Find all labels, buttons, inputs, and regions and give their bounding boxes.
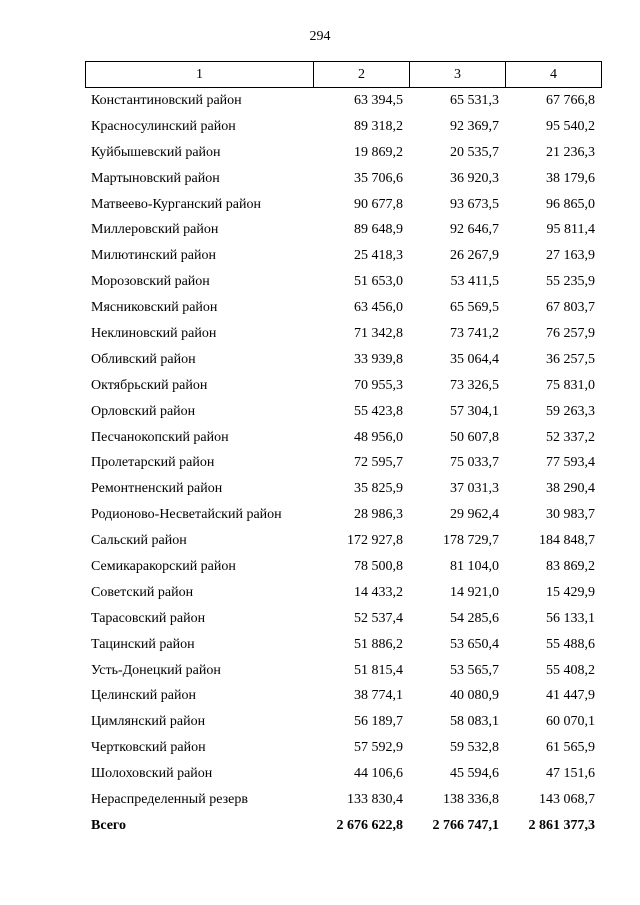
column-header-2: 2 (314, 62, 410, 88)
value-col-2: 133 830,4 (347, 792, 403, 808)
page-number: 294 (309, 29, 331, 44)
table-row (0, 762, 640, 788)
value-col-3: 53 411,5 (450, 274, 499, 290)
value-col-4: 76 257,9 (546, 326, 595, 342)
value-col-3: 54 285,6 (450, 610, 499, 626)
value-col-2: 52 537,4 (354, 610, 403, 626)
district-name: Куйбышевский район (91, 144, 221, 160)
value-col-3: 26 267,9 (450, 248, 499, 264)
table-row (0, 348, 640, 374)
district-name: Ремонтненский район (91, 481, 223, 497)
value-col-3: 58 083,1 (450, 714, 499, 730)
value-col-2: 78 500,8 (354, 559, 403, 575)
value-col-4: 56 133,1 (546, 610, 595, 626)
table-row (0, 710, 640, 736)
district-name: Милютинский район (91, 248, 217, 264)
value-col-4: 55 235,9 (546, 274, 595, 290)
column-header-4: 4 (506, 62, 602, 88)
value-col-3: 178 729,7 (443, 533, 499, 549)
district-name: Чертковский район (91, 740, 206, 756)
district-name: Тацинский район (91, 636, 195, 652)
value-col-3: 20 535,7 (450, 144, 499, 160)
value-col-2: 72 595,7 (354, 455, 403, 471)
district-name: Неклиновский район (91, 326, 217, 342)
value-col-3: 65 531,3 (450, 93, 499, 108)
value-col-4: 47 151,6 (546, 766, 595, 782)
value-col-2: 51 815,4 (354, 662, 403, 678)
value-col-2: 33 939,8 (354, 351, 403, 367)
value-col-3: 53 650,4 (450, 636, 499, 652)
table-row (0, 218, 640, 244)
value-col-4: 67 803,7 (546, 300, 595, 316)
value-col-4: 67 766,8 (546, 93, 595, 108)
value-col-4: 143 068,7 (539, 792, 595, 808)
value-col-2: 48 956,0 (354, 429, 403, 445)
table-row (0, 607, 640, 633)
value-col-2: 38 774,1 (354, 688, 403, 704)
value-col-2: 55 423,8 (354, 403, 403, 419)
district-name: Орловский район (91, 403, 196, 419)
table-row (0, 581, 640, 607)
district-name: Всего (91, 817, 126, 833)
value-col-2: 14 433,2 (354, 584, 403, 600)
table-row (0, 684, 640, 710)
table-row (0, 633, 640, 659)
district-name: Миллеровский район (91, 222, 219, 238)
table-row (0, 296, 640, 322)
value-col-4: 36 257,5 (546, 351, 595, 367)
table-row (0, 89, 640, 115)
district-name: Октябрьский район (91, 377, 208, 393)
value-col-4: 27 163,9 (546, 248, 595, 264)
value-col-3: 35 064,4 (450, 351, 499, 367)
table-row (0, 167, 640, 193)
value-col-4: 95 811,4 (546, 222, 595, 238)
value-col-3: 14 921,0 (450, 584, 499, 600)
value-col-3: 45 594,6 (450, 766, 499, 782)
value-col-2: 44 106,6 (354, 766, 403, 782)
table-row (0, 374, 640, 400)
district-name: Морозовский район (91, 274, 210, 290)
value-col-4: 61 565,9 (546, 740, 595, 756)
value-col-3: 37 031,3 (450, 481, 499, 497)
value-col-4: 55 488,6 (546, 636, 595, 652)
value-col-4: 83 869,2 (546, 559, 595, 575)
table-row (0, 529, 640, 555)
value-col-3: 93 673,5 (450, 196, 499, 212)
value-col-4: 2 861 377,3 (528, 817, 595, 833)
table-row (0, 270, 640, 296)
district-name: Нераспределенный резерв (91, 792, 248, 808)
value-col-2: 56 189,7 (354, 714, 403, 730)
district-name: Тарасовский район (91, 610, 206, 626)
district-name: Семикаракорский район (91, 559, 236, 575)
table-row (0, 141, 640, 167)
value-col-3: 36 920,3 (450, 170, 499, 186)
district-name: Сальский район (91, 533, 187, 549)
value-col-3: 57 304,1 (450, 403, 499, 419)
value-col-4: 77 593,4 (546, 455, 595, 471)
value-col-4: 95 540,2 (546, 118, 595, 134)
value-col-2: 51 653,0 (354, 274, 403, 290)
district-name: Матвеево-Курганский район (91, 196, 261, 212)
value-col-4: 41 447,9 (546, 688, 595, 704)
value-col-3: 2 766 747,1 (432, 817, 499, 833)
table-row (0, 115, 640, 141)
value-col-4: 60 070,1 (546, 714, 595, 730)
table-row (0, 451, 640, 477)
value-col-3: 73 741,2 (450, 326, 499, 342)
value-col-2: 19 869,2 (354, 144, 403, 160)
district-name: Пролетарский район (91, 455, 215, 471)
value-col-2: 89 648,9 (354, 222, 403, 238)
value-col-2: 28 986,3 (354, 507, 403, 523)
value-col-3: 92 369,7 (450, 118, 499, 134)
value-col-3: 53 565,7 (450, 662, 499, 678)
table-row (0, 503, 640, 529)
value-col-4: 30 983,7 (546, 507, 595, 523)
value-col-2: 63 394,5 (354, 93, 403, 108)
table-row (0, 426, 640, 452)
value-col-2: 63 456,0 (354, 300, 403, 316)
value-col-4: 59 263,3 (546, 403, 595, 419)
table-row (0, 477, 640, 503)
value-col-3: 81 104,0 (450, 559, 499, 575)
value-col-2: 71 342,8 (354, 326, 403, 342)
value-col-2: 25 418,3 (354, 248, 403, 264)
column-header-1: 1 (86, 62, 314, 88)
table-body (0, 89, 640, 840)
value-col-4: 75 831,0 (546, 377, 595, 393)
value-col-3: 92 646,7 (450, 222, 499, 238)
value-col-4: 96 865,0 (546, 196, 595, 212)
district-name: Песчанокопский район (91, 429, 229, 445)
value-col-4: 55 408,2 (546, 662, 595, 678)
value-col-3: 138 336,8 (443, 792, 499, 808)
table-total-row (0, 814, 640, 840)
table-row (0, 736, 640, 762)
district-name: Усть-Донецкий район (91, 662, 221, 678)
value-col-2: 35 706,6 (354, 170, 403, 186)
table-header (85, 61, 602, 88)
table-row (0, 555, 640, 581)
district-name: Обливский район (91, 351, 196, 367)
value-col-2: 90 677,8 (354, 196, 403, 212)
district-name: Мясниковский район (91, 300, 218, 316)
value-col-4: 21 236,3 (546, 144, 595, 160)
value-col-3: 50 607,8 (450, 429, 499, 445)
value-col-3: 29 962,4 (450, 507, 499, 523)
value-col-3: 73 326,5 (450, 377, 499, 393)
value-col-2: 57 592,9 (354, 740, 403, 756)
table-row (0, 322, 640, 348)
value-col-2: 51 886,2 (354, 636, 403, 652)
district-name: Родионово-Несветайский район (91, 507, 282, 523)
value-col-4: 52 337,2 (546, 429, 595, 445)
table-row (0, 788, 640, 814)
column-header-3: 3 (410, 62, 506, 88)
district-name: Целинский район (91, 688, 196, 704)
table-row (0, 244, 640, 270)
table-row (0, 193, 640, 219)
value-col-3: 59 532,8 (450, 740, 499, 756)
district-name: Советский район (91, 584, 194, 600)
district-name: Константиновский район (91, 93, 242, 108)
value-col-2: 172 927,8 (347, 533, 403, 549)
value-col-3: 75 033,7 (450, 455, 499, 471)
value-col-4: 184 848,7 (539, 533, 595, 549)
value-col-4: 38 290,4 (546, 481, 595, 497)
value-col-3: 65 569,5 (450, 300, 499, 316)
table-row (0, 659, 640, 685)
value-col-2: 35 825,9 (354, 481, 403, 497)
value-col-4: 38 179,6 (546, 170, 595, 186)
value-col-2: 70 955,3 (354, 377, 403, 393)
district-name: Красносулинский район (91, 118, 236, 134)
district-name: Мартыновский район (91, 170, 220, 186)
value-col-3: 40 080,9 (450, 688, 499, 704)
district-name: Шолоховский район (91, 766, 213, 782)
value-col-2: 2 676 622,8 (336, 817, 403, 833)
table-row (0, 400, 640, 426)
value-col-4: 15 429,9 (546, 584, 595, 600)
value-col-2: 89 318,2 (354, 118, 403, 134)
district-name: Цимлянский район (91, 714, 206, 730)
